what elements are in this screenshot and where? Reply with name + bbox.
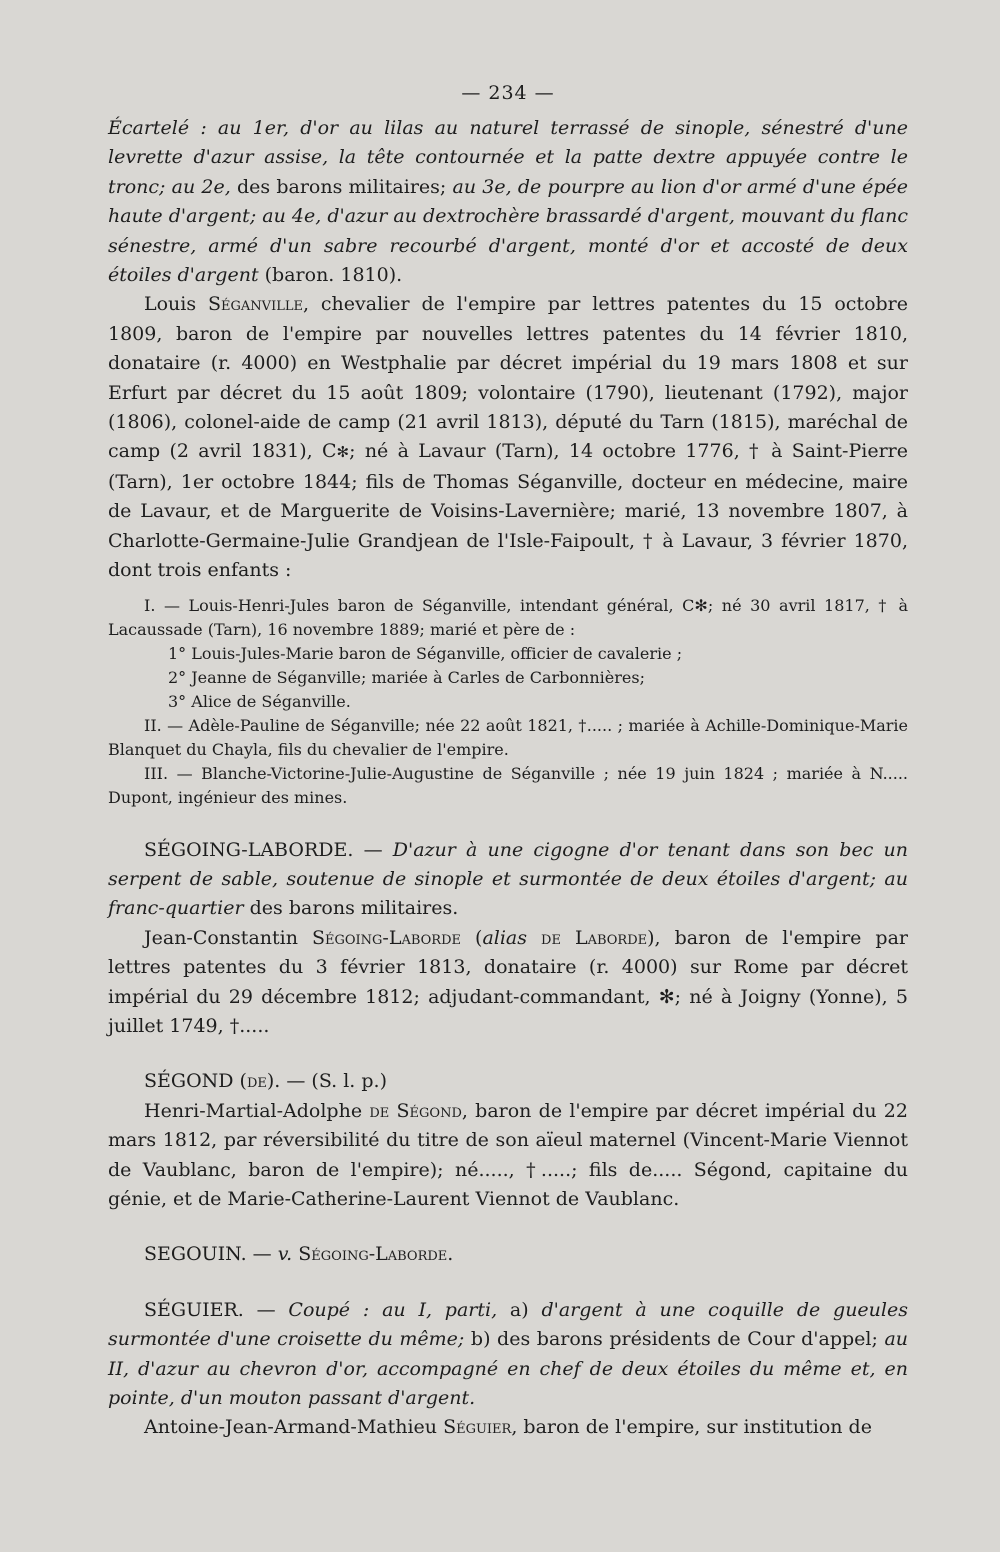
entry-heading: SÉGUIER. (144, 1298, 244, 1321)
entry-heading-particle: (de) (233, 1070, 275, 1093)
bio-surname: Séganville (208, 293, 303, 316)
blazon-end: des barons militaires. (243, 897, 459, 920)
entry-segouin (108, 1240, 908, 1269)
cross-reference: Ségoing-Laborde. (292, 1243, 454, 1266)
bio-text: ), baron de l'empire par lettres patentes du 3 février 1813, donataire (r. 4000) sur Rome par décret impérial du 29 décembre 1812; adjudant-commandant, ✻; né à Joigny (Yonne), 5 juillet 1749, †..... (108, 926, 909, 1037)
bio-alias: alias (482, 926, 528, 949)
bio-text: , baron de l'empire, sur institution de (511, 1416, 872, 1439)
bio-alias-name: de Laborde (527, 926, 648, 949)
bio-segond (108, 1097, 908, 1215)
bio-surname: Séguier (443, 1416, 512, 1439)
blazon-part-1: Coupé : au I, parti, (288, 1298, 498, 1321)
grandchild-1: 1° Louis-Jules-Marie baron de Séganville, officier de cavalerie ; (168, 643, 683, 663)
blazon-seganville (108, 114, 908, 290)
child-3: III. — Blanche-Victorine-Julie-Augustine de Séganville ; née 19 juin 1824 ; mariée à N..... Dupont, ingénieur des mines. (108, 763, 908, 807)
bio-seganville (108, 290, 908, 585)
bio-given-name: Jean-Constantin (144, 926, 312, 949)
bio-paren: ( (461, 926, 483, 949)
bio-surname: Ségoing-Laborde (311, 926, 462, 949)
entry-heading: SEGOUIN. (144, 1243, 247, 1266)
entry-segoing-laborde (108, 836, 908, 924)
blazon-part-3: au II, d'azur au chevron d'or, accompagné en chef de deux étoiles du même et, en pointe, d'un mouton passant d'argent. (108, 1328, 909, 1409)
bio-text: , chevalier de l'empire par lettres patentes du 15 octobre 1809, baron de l'empire par nouvelles lettres patentes du 14 février 1810, donataire (r. 4000) en Westphalie par décret impérial du 19 mars 1808 et sur Erfurt par décret du 15 août 1809; volontaire (1790), lieutenant (1792), major (1806), colonel-aide de camp (21 avril 1813), député du Tarn (1815), maréchal de camp (2 avril 1831), C (108, 293, 908, 463)
bio-given-name: Louis (144, 293, 197, 316)
heading-dash: — (243, 1298, 289, 1321)
blazon-b: b) des barons présidents de Cour d'appel; (464, 1328, 885, 1351)
child-1: I. — Louis-Henri-Jules baron de Séganville, intendant général, C✻; né 30 avril 1817, † à Lacaussade (Tarn), 16 novembre 1889; marié et père de : (108, 595, 908, 639)
heading-dash: — (353, 838, 393, 861)
bio-given-name: Antoine-Jean-Armand-Mathieu (144, 1416, 444, 1439)
bio-segoing-laborde (108, 924, 908, 1042)
bio-given-name: Henri-Martial-Adolphe (144, 1099, 370, 1122)
blazon-rest: au 3e, de pourpre au lion d'or armé d'une épée haute d'argent; au 4e, d'azur au dextrochère brassardé d'argent, mouvant du flanc sénestre, armé d'un sabre recourbé d'argent, monté d'or et accosté de deux étoiles d'argent (108, 175, 909, 287)
entry-segond (108, 1067, 908, 1096)
bio-text: , baron de l'empire par décret impérial du 22 mars 1812, par réversibilité du titre de son aïeul maternel (Vincent-Marie Viennot de Vaublanc, baron de l'empire); né....., †.....; fils de..... Ségond, capitaine du génie, et de Marie-Catherine-Laurent Viennot de Vaublanc. (108, 1099, 908, 1210)
blazon-part-2: d'argent à une coquille de gueules surmontée d'une croisette du même; (108, 1298, 908, 1351)
page-number: — 234 — (461, 82, 555, 104)
entry-heading: SÉGOING-LABORDE. (144, 838, 354, 861)
child-2: II. — Adèle-Pauline de Séganville; née 22 août 1821, †..... ; mariée à Achille-Dominique-Marie Blanquet du Chayla, fils du chevalier de l'empire. (108, 715, 908, 759)
blazon-italic: D'azur à une cigogne d'or tenant dans son bec un serpent de sable, soutenue de sinople et surmontée de deux étoiles d'argent; au franc-quartier (108, 838, 908, 920)
see-also: v. (277, 1243, 293, 1266)
bio-surname: Ségond (396, 1099, 462, 1122)
blazon-end: (baron. 1810). (264, 264, 403, 287)
grandchild-3: 3° Alice de Séganville. (168, 691, 351, 711)
grandchild-2: 2° Jeanne de Séganville; mariée à Carles de Carbonnières; (168, 667, 645, 687)
bio-seguier (108, 1413, 908, 1442)
bio-text-2: ; né à Lavaur (Tarn), 14 octobre 1776, † à Saint-Pierre (Tarn), 1er octobre 1844; fils de Thomas Séganville, docteur en médecine, maire de Lavaur, et de Marguerite de Voisins-Lavernière; marié, 13 novembre 1807, à Charlotte-Germaine-Julie Grandjean de l'Isle-Faipoult, † à Lavaur, 3 février 1870, dont trois enfants : (108, 440, 908, 582)
blazon-military: des barons militaires; (236, 175, 447, 198)
entry-seguier (108, 1296, 908, 1414)
entry-heading: SÉGOND (144, 1070, 234, 1093)
bio-particle: de (369, 1099, 397, 1122)
heading-dash: — (246, 1243, 278, 1266)
blazon-lead: Écartelé : au 1er, d'or au lilas au naturel terrassé de sinople, sénestré d'une levrette d'azur assise, la tête contournée et la patte dextre appuyée contre le tronc; au 2e, (108, 117, 908, 198)
entry-heading-rest: . — (S. l. p.) (274, 1070, 388, 1093)
blazon-a: a) (497, 1298, 542, 1321)
order-star-icon: ✻ (336, 443, 350, 462)
